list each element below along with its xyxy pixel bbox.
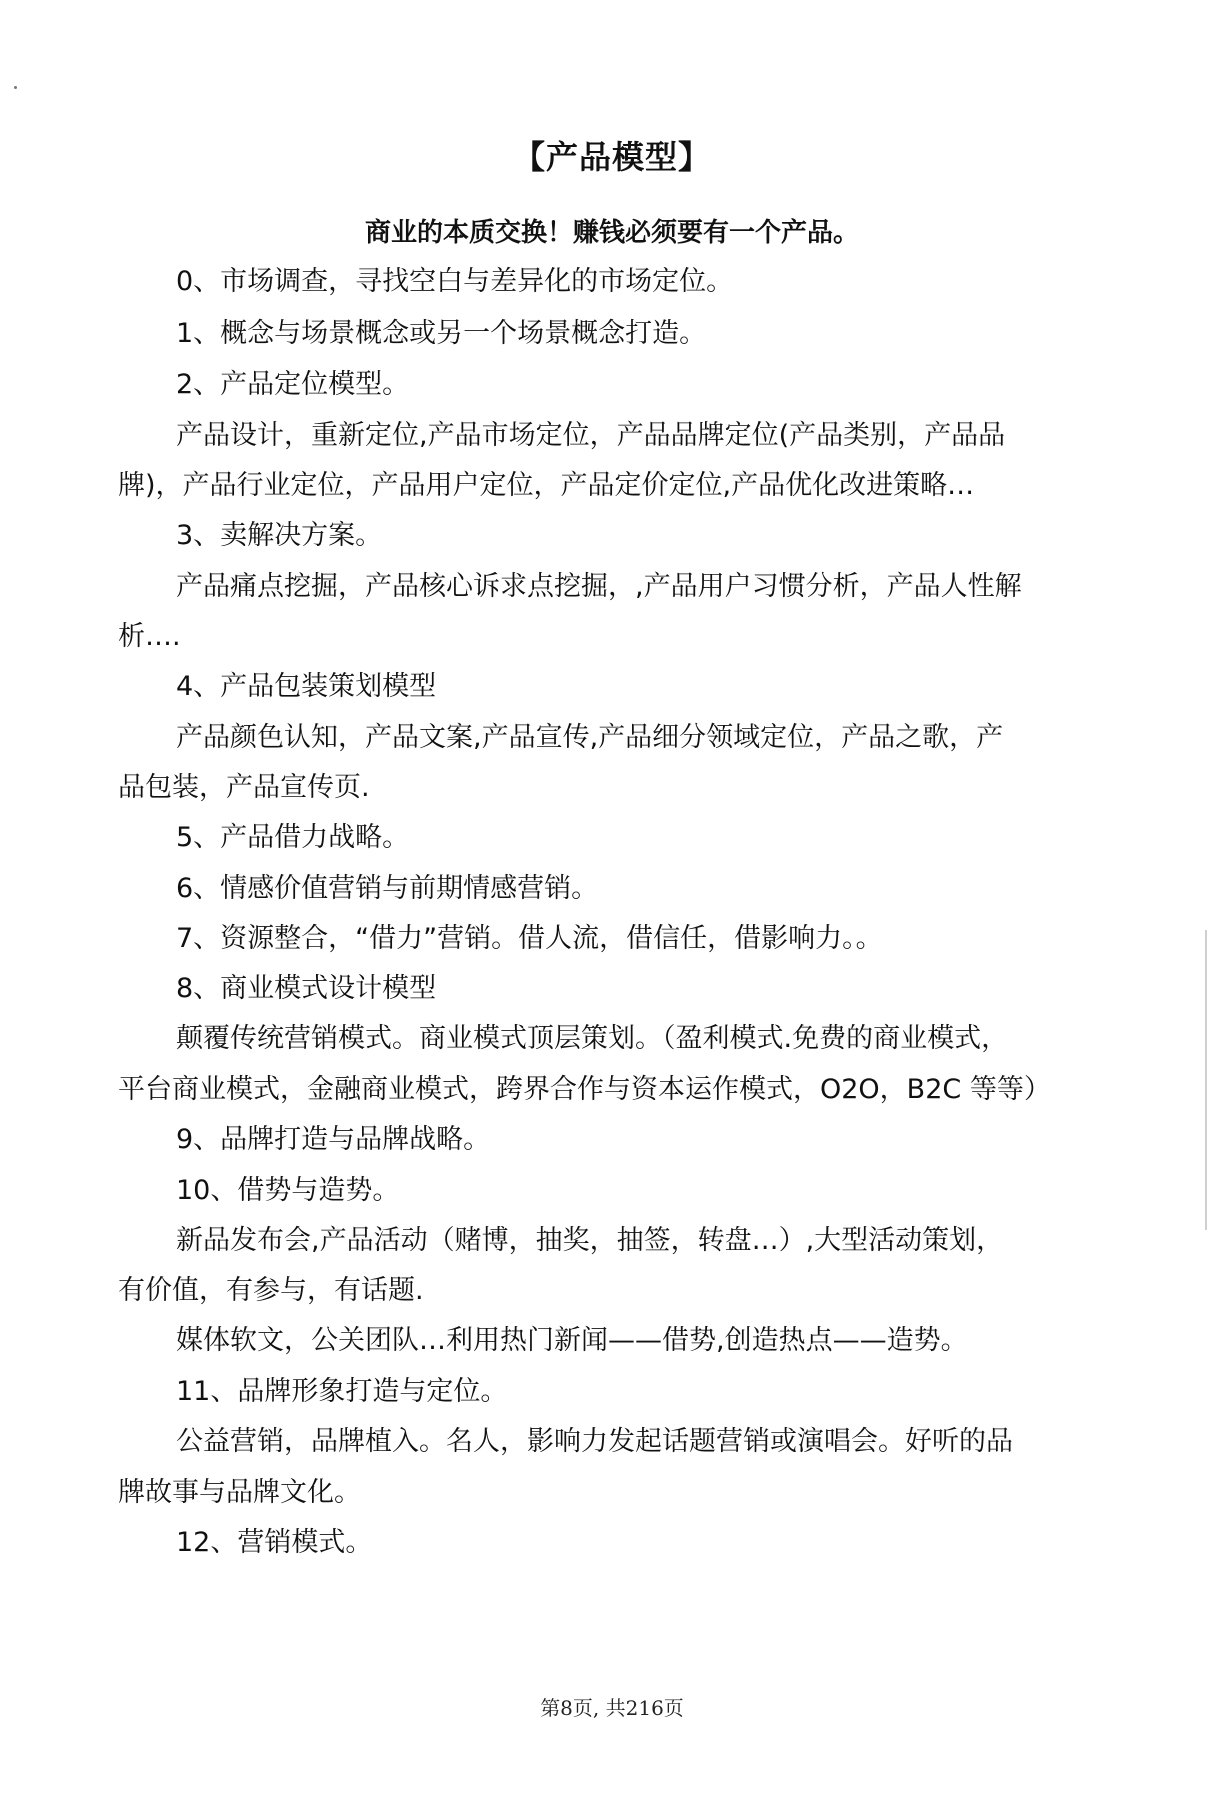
line-18: 10、借势与造势。 xyxy=(176,1175,400,1206)
line-11: 5、产品借力战略。 xyxy=(176,822,410,853)
line-17: 9、品牌打造与品牌战略。 xyxy=(176,1124,491,1155)
page-subtitle: 商业的本质交换！赚钱必须要有一个产品。 xyxy=(364,218,859,248)
line-23: 公益营销，品牌植入。名人，影响力发起话题营销或演唱会。好听的品 xyxy=(176,1426,1013,1457)
line-1: 1、概念与场景概念或另一个场景概念打造。 xyxy=(176,318,707,349)
line-2: 2、产品定位模型。 xyxy=(176,369,410,400)
line-25: 12、营销模式。 xyxy=(176,1527,373,1558)
line-5: 3、卖解决方案。 xyxy=(176,520,383,551)
line-3: 产品设计，重新定位,产品市场定位，产品品牌定位(产品类别，产品品 xyxy=(176,420,1006,451)
scan-speck xyxy=(14,86,17,89)
line-21: 媒体软文，公关团队…利用热门新闻——借势,创造热点——造势。 xyxy=(176,1325,968,1356)
line-16: 平台商业模式，金融商业模式，跨界合作与资本运作模式，O2O，B2C 等等） xyxy=(118,1074,1051,1105)
line-13: 7、资源整合，“借力”营销。借人流，借信任，借影响力。。 xyxy=(176,923,883,954)
page-number-footer: 第8页, 共216页 xyxy=(540,1696,684,1720)
line-10: 品包装，产品宣传页. xyxy=(118,772,370,803)
line-8: 4、产品包装策划模型 xyxy=(176,671,437,702)
line-19: 新品发布会,产品活动（赌博，抽奖，抽签，转盘…）,大型活动策划， xyxy=(176,1225,1004,1256)
line-6: 产品痛点挖掘，产品核心诉求点挖掘，,产品用户习惯分析，产品人性解 xyxy=(176,571,1022,602)
line-7: 析…. xyxy=(118,621,181,652)
line-4: 牌)，产品行业定位，产品用户定位，产品定价定位,产品优化改进策略… xyxy=(118,470,975,501)
line-0: 0、市场调查，寻找空白与差异化的市场定位。 xyxy=(176,266,734,297)
line-24: 牌故事与品牌文化。 xyxy=(118,1477,361,1508)
line-22: 11、品牌形象打造与定位。 xyxy=(176,1376,508,1407)
line-20: 有价值，有参与，有话题. xyxy=(118,1275,424,1306)
line-15: 颠覆传统营销模式。商业模式顶层策划。（盈利模式.免费的商业模式， xyxy=(176,1023,1009,1054)
page-title: 【产品模型】 xyxy=(512,138,711,176)
line-12: 6、情感价值营销与前期情感营销。 xyxy=(176,873,599,904)
line-9: 产品颜色认知，产品文案,产品宣传,产品细分领域定位，产品之歌，产 xyxy=(176,722,1004,753)
line-14: 8、商业模式设计模型 xyxy=(176,973,437,1004)
scan-edge-mark xyxy=(1205,930,1207,1230)
